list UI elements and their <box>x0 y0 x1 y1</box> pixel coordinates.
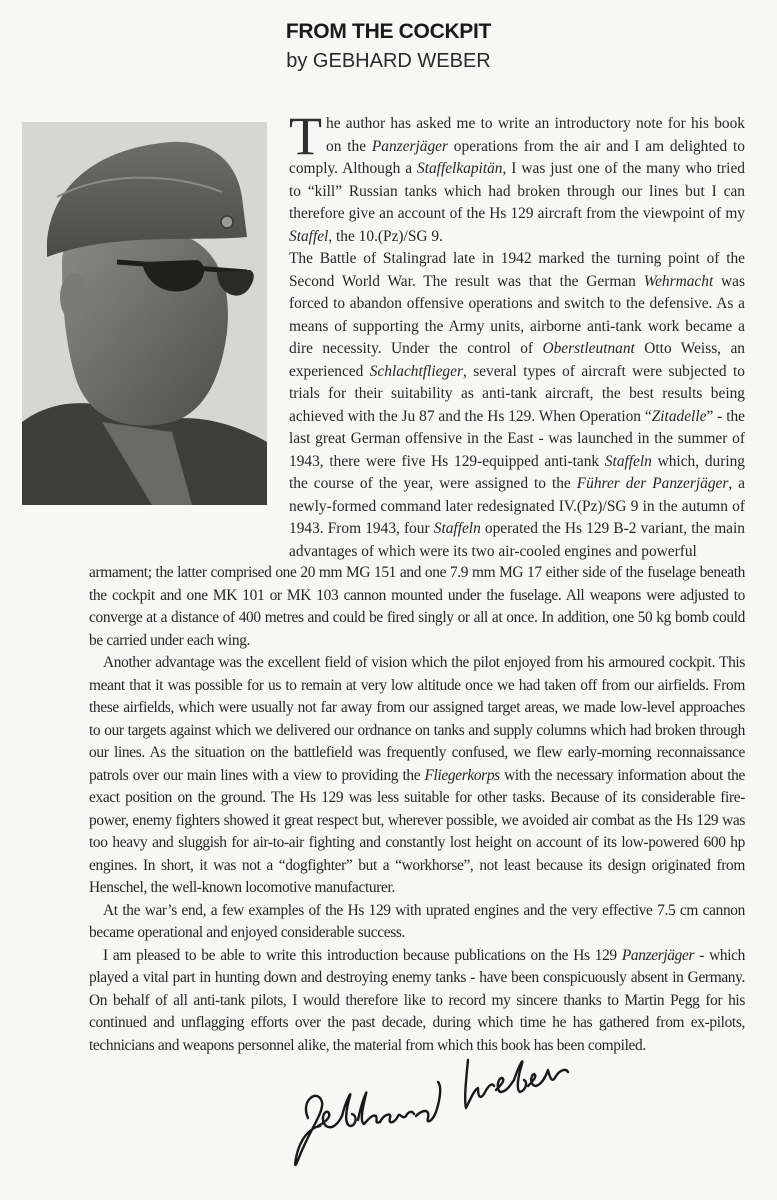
paragraph-3 <box>89 652 745 900</box>
signature-handwriting <box>270 1030 600 1170</box>
text-run: with the necessary information about the exact position on the ground. The Hs 129 was less suitable for other tasks. Because of its considerable fire-power, enemy fighters showed it great respect but, wherever possible, we avoided air combat as the Hs 129 was too heavy and sluggish for air-to-air fighting and constantly lost height on account of its low-powered 600 hp engines. In short, it was not a “dogfighter” but a “workhorse”, not least because its design originated from Henschel, the well-known locomotive manufacturer. <box>89 766 745 896</box>
italic-term: Staffelkapitän <box>417 160 503 177</box>
portrait-illustration <box>22 122 267 505</box>
author-byline: by GEBHARD WEBER <box>286 50 491 72</box>
text-run: which, during the course of the year, were assigned to the <box>289 452 745 492</box>
paragraph-2 <box>289 248 745 563</box>
text-run: operated the Hs 129 B-2 variant, the main advantages of which were its two air-cooled engines and powerful <box>289 520 745 560</box>
ear-shape <box>60 273 88 321</box>
intro-column <box>289 106 745 563</box>
italic-term: Staffeln <box>604 452 652 470</box>
paragraph-text <box>89 902 745 942</box>
italic-term: Staffeln <box>433 520 481 537</box>
text-run: At the war’s end, a few examples of the Hs 129 with uprated engines and the very effective 7.5 cm cannon became operational and enjoyed considerable success. <box>89 901 745 941</box>
text-run: he author has asked me to write an introductory note for his book on the <box>326 115 745 155</box>
text-run: - which played a vital part in hunting down and destroying enemy tanks - have been conspicuously absent in Germany. On behalf of all anti-tank pilots, I would therefore like to record my sincere thanks to Martin Pegg for his continued and unflagging efforts over the past decade, during which time he has gathered from ex-pilots, technicians and weapons personnel alike, the material from which this book has been compiled. <box>89 946 745 1054</box>
italic-term: Wehrmacht <box>643 272 714 290</box>
cap-badge-shape <box>221 216 233 228</box>
italic-term: Zitadelle <box>651 407 707 425</box>
text-run: The Battle of Stalingrad late in 1942 marked the turning point of the Second World War. The result was that the German <box>289 250 745 290</box>
author-portrait-photo <box>22 122 267 505</box>
italic-term: Staffel <box>289 227 329 245</box>
text-run: I am pleased to be able to write this introduction because publications on the Hs 129 <box>103 946 622 964</box>
text-run: , the 10.(Pz)/SG 9. <box>328 227 443 245</box>
text-run: , I was just one of the many who tried to “kill” Russian tanks which had broken through our lines but I can therefore give an account of the Hs 129 aircraft from the viewpoint of my <box>289 160 745 222</box>
face-shape <box>62 224 228 425</box>
text-run: was forced to abandon offensive operations and switch to the defensive. As a means of supporting the Army units, airborne anti-tank work became a dire necessity. Under the control of <box>289 272 745 357</box>
paragraph-text <box>289 106 745 245</box>
text-run: Otto Weiss, an experienced <box>289 340 745 380</box>
paragraph-text <box>289 250 745 560</box>
author-signature <box>270 1030 600 1170</box>
italic-term: Oberstleutnant <box>542 340 635 357</box>
italic-term: Schlachtflieger <box>369 362 463 380</box>
paragraph-2-continued <box>89 562 745 652</box>
paragraph-1 <box>289 106 745 248</box>
text-run: Another advantage was the excellent field of vision which the pilot enjoyed from his armoured cockpit. This meant that it was possible for us to remain at very low altitude once we had taken off from our airfields. From these airfields, which were usually not far away from our assigned target areas, we made low-level approaches to our targets against which we delivered our ordnance on tanks and supply columns which had broken through our lines. As the situation on the battlefield was frequently confused, we flew early-morning reconnaissance patrols over our main lines with a view to providing the <box>89 654 745 784</box>
text-run: , several types of aircraft were subjected to trials for their suitability as anti-tank aircraft, the best results being achieved with the Ju 87 and the Hs 129. When Operation “ <box>289 362 745 425</box>
italic-term: Panzerjäger <box>621 946 695 964</box>
italic-term: Panzerjäger <box>371 137 448 155</box>
page-title: FROM THE COCKPIT <box>285 20 492 43</box>
text-run: armament; the latter comprised one 20 mm MG 151 and one 7.9 mm MG 17 either side of the fuselage beneath the cockpit and one MK 101 or MK 103 cannon mounted under the fuselage. All weapons were adjusted to converge at a distance of 400 metres and could be fired singly or all at once. In addition, one 50 kg bomb could be carried under each wing. <box>89 564 745 649</box>
paragraph-text <box>89 654 745 896</box>
text-run: , a newly-formed command later redesignated IV.(Pz)/SG 9 in the autumn of 1943. From 1943, four <box>289 475 745 537</box>
text-run: ” - the last great German offensive in the East - was launched in the summer of 1943, there were five Hs 129-equipped anti-tank <box>289 407 745 470</box>
text-run: operations from the air and I am delighted to comply. Although a <box>289 137 745 177</box>
paragraph-text <box>89 564 745 649</box>
paragraph-4 <box>89 900 745 945</box>
italic-term: Fliegerkorps <box>424 766 500 784</box>
drop-cap: T <box>289 106 322 166</box>
full-width-body <box>89 562 745 1057</box>
italic-term: Führer der Panzerjäger <box>576 475 729 492</box>
